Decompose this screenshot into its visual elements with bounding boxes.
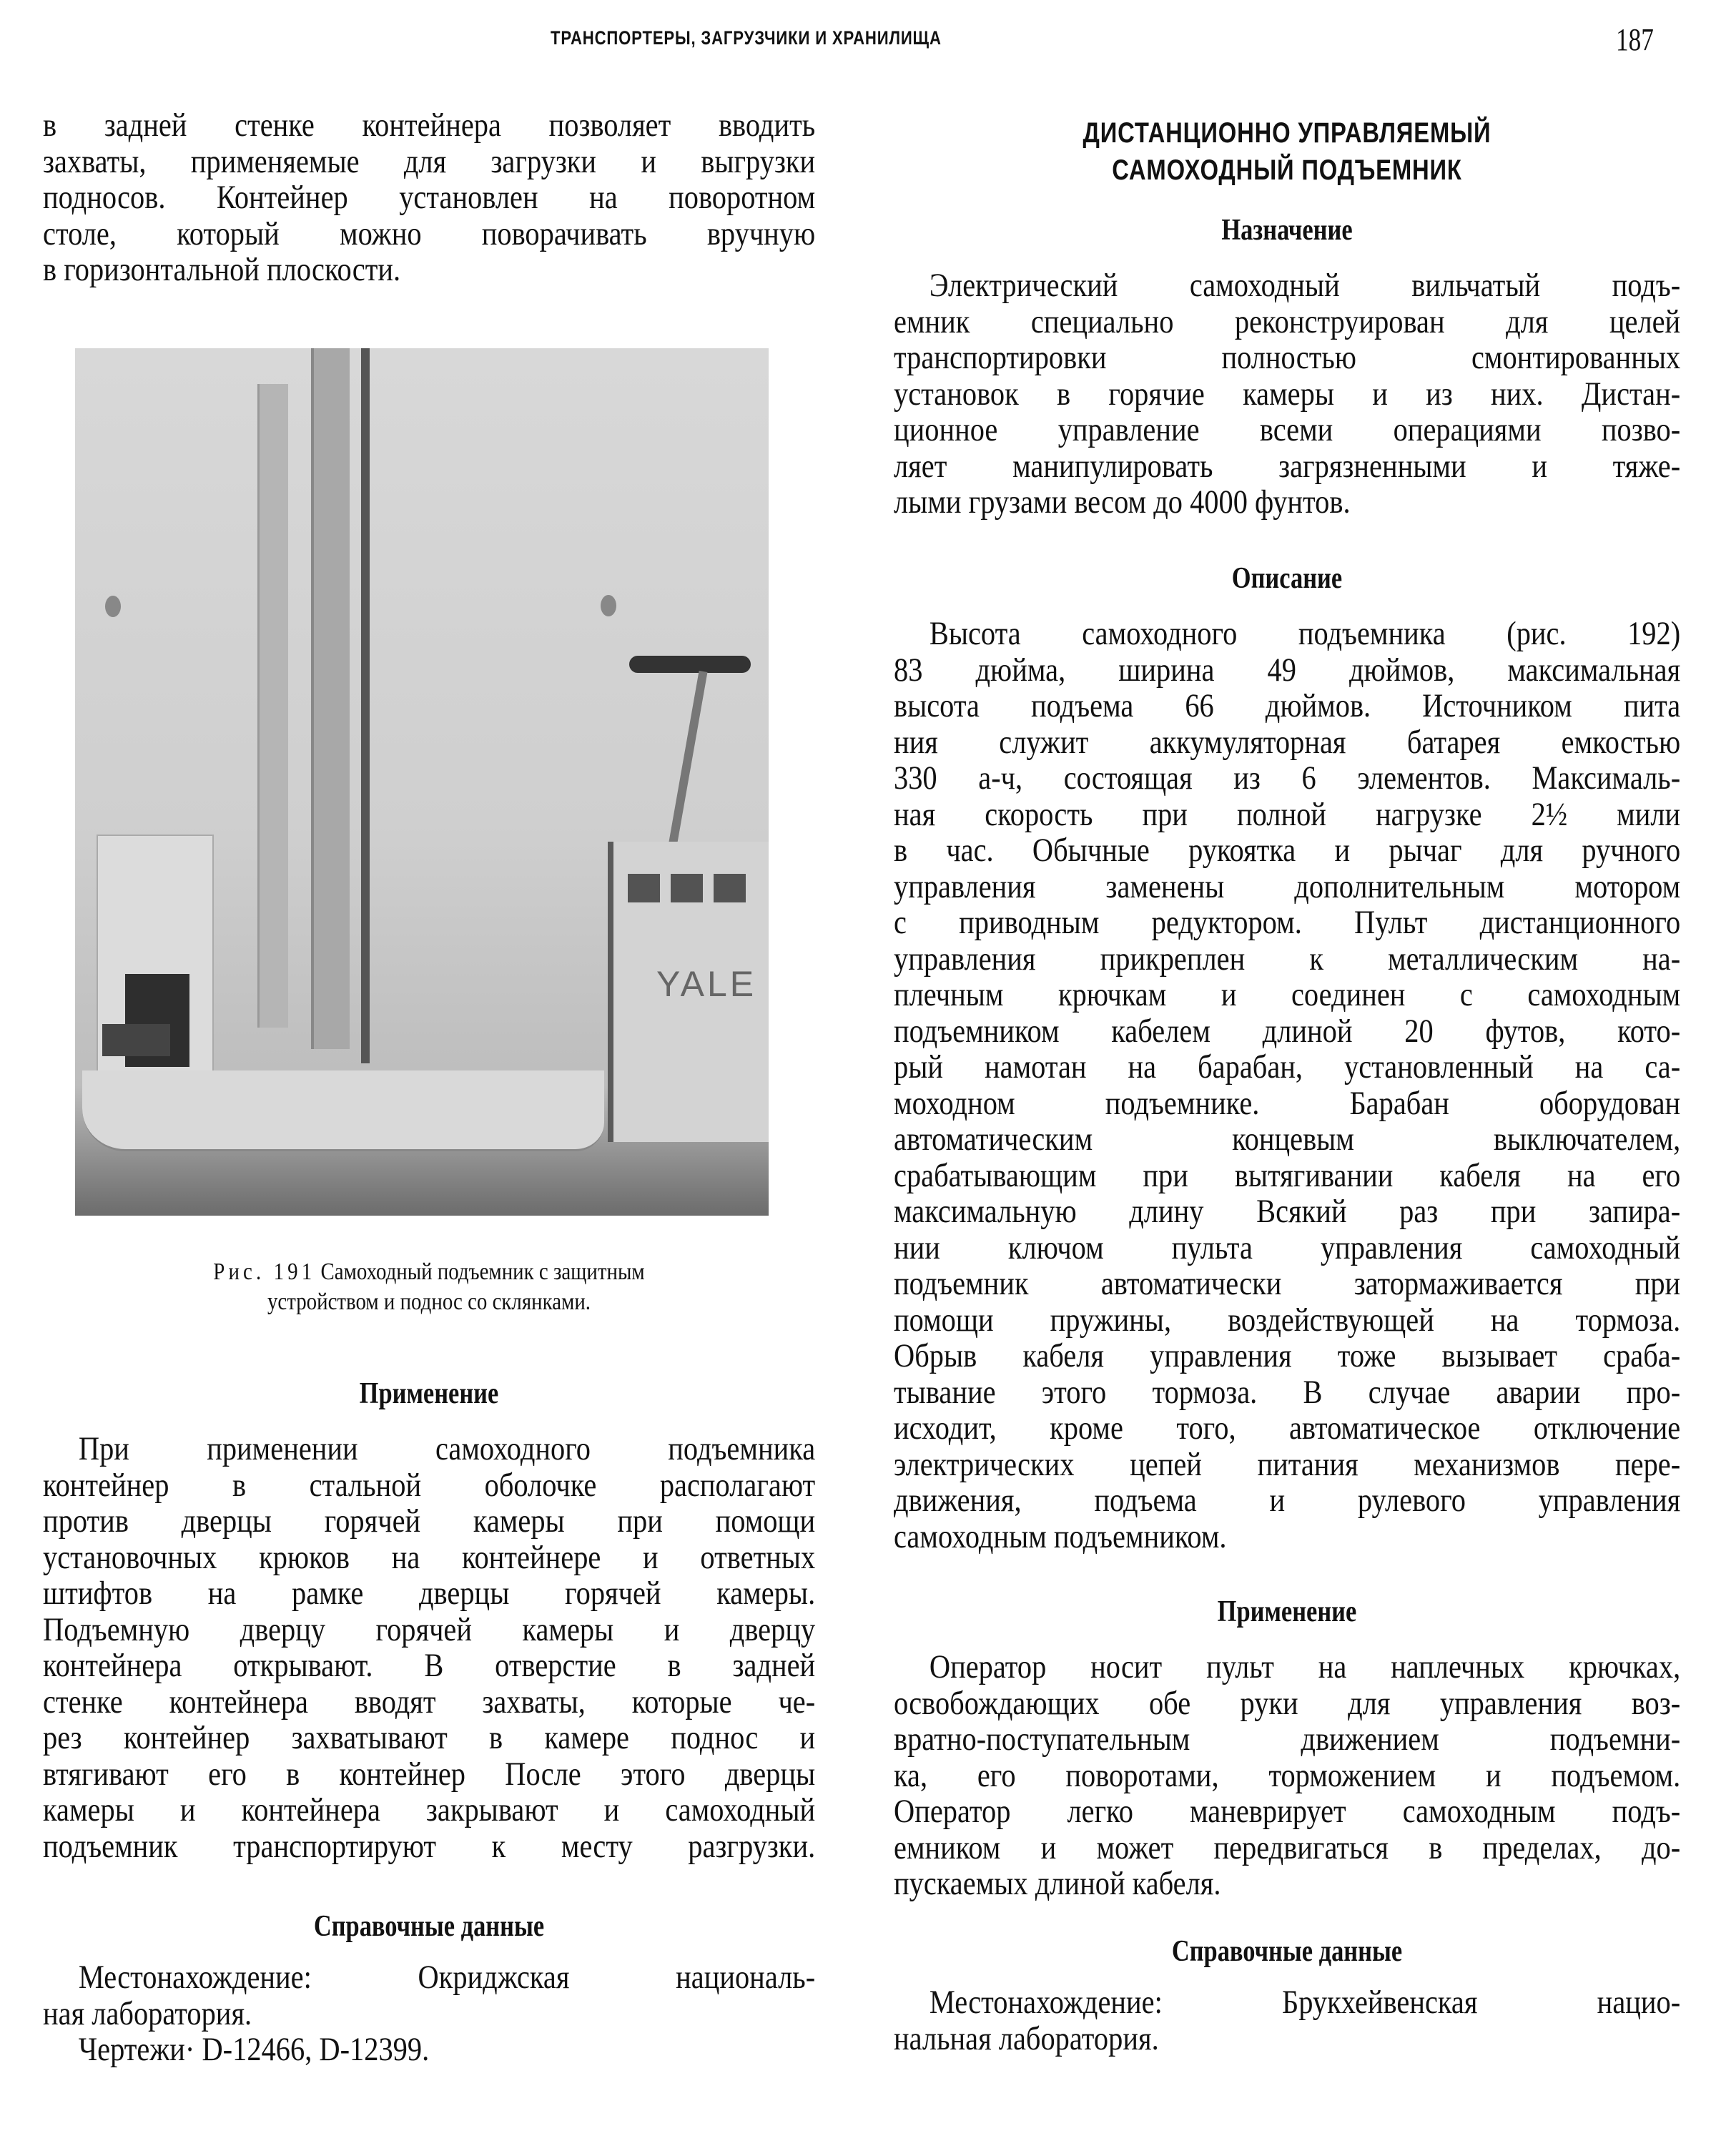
page-number: 187 xyxy=(1616,22,1654,57)
left-intro xyxy=(43,107,815,288)
right-reference-paragraph: Местонахождение: Брукхейвенская нацио- нальная лаборатория. xyxy=(894,1984,1681,2057)
control-stick xyxy=(667,671,708,855)
left-reference-paragraph: Местонахождение: Окриджская националь- ная лаборатория. Чертежи· D-12466, D-12399. xyxy=(43,1959,816,2068)
mast-rail xyxy=(257,384,288,1028)
article-title-line-1: ДИСТАНЦИОННО УПРАВЛЯЕМЫЙ xyxy=(1083,117,1491,149)
section-heading: Описание xyxy=(1231,562,1343,595)
left-application-section xyxy=(43,1377,815,1864)
figure-caption xyxy=(132,1257,727,1317)
caption-line-1: Самоходный подъемник с защитным xyxy=(320,1259,645,1285)
left-reference-section xyxy=(43,1909,815,2068)
left-application-paragraph: При применении самоходного подъемника контейнер в стальной оболочке располагают против дверцы горячей камеры при помощи установочных крюков на контейнере и ответных штифтов на рамке дверцы горячей камеры. Подъемную дверцу горячей камеры и дверцу контейнера открывают. В отверстие в задней стенке контейнера вводят захваты, которые че- рез контейнер захватывают в камере поднос и втягивают его в контейнер После этого дверцы камеры и контейнера закрывают и самоходный подъемник транспортируют к месту разгрузки. xyxy=(43,1430,816,1865)
battery-housing xyxy=(608,842,769,1142)
mast-edge xyxy=(361,348,370,1063)
description-paragraph: Высота самоходного подъемника (рис. 192) 83 дюйма, ширина 49 дюймов, максимальная высота подъема 66 дюймов. Источником пита ния служит аккумуляторная батарея емкостью 330 а-ч, состоящая из 6 элементов. Максималь- ная скорость при полной нагрузке 2½ мили в час. Обычные рукоятка и рычаг для ручного управления заменены дополнительным мотором с приводным редуктором. Пульт дистанционного управления прикреплен к металлическим на- плечным крючкам и соединен с самоходным подъемником кабелем длиной 20 футов, кото- рый намотан на барабан, установленный на са- моходном подъемнике. Барабан оборудован автоматическим концевым выключателем, срабатывающим при вытягивании кабеля на его максимальную длину Всякий раз при запира- нии ключом пульта управления самоходный подъемник автоматически затормаживается при помощи пружины, воздействующей на тормоза. Обрыв кабеля управления тоже вызывает сраба- тывание этого тормоза. В случае аварии про- исходит, кроме того, автоматическое отключение электрических цепей питания механизмов пере- движения, подъема и рулевого управления самоходным подъемником. xyxy=(894,615,1681,1555)
right-description-section xyxy=(894,561,1680,1555)
yale-label: YALE xyxy=(656,964,757,1004)
mast xyxy=(311,348,350,1049)
right-title xyxy=(894,114,1680,189)
section-heading: Справочные данные xyxy=(313,1910,545,1943)
caption-line-2: устройством и поднос со склянками. xyxy=(267,1289,591,1315)
section-heading: Назначение xyxy=(1221,214,1353,247)
running-head: ТРАНСПОРТЕРЫ, ЗАГРУЗЧИКИ И ХРАНИЛИЩА xyxy=(551,27,942,49)
wall-mark xyxy=(105,596,121,617)
right-reference-section xyxy=(894,1934,1680,2057)
purpose-paragraph: Электрический самоходный вильчатый подъ- емник специально реконструирован для целей транспортировки полностью смонтированных установок в горячие камеры и из них. Дистан- ционное управление всеми операциями позво- ляет манипулировать загрязненными и тяже- лыми грузами весом до 4000 фунтов. xyxy=(894,267,1681,521)
right-application-paragraph: Оператор носит пульт на наплечных крючках, освобождающих обе руки для управления воз- вратно-поступательным движением подъемни- ка, его поворотами, торможением и подъемом. Оператор легко маневрирует самоходным подъ- емником и может передвигаться в пределах, до- пускаемых длиной кабеля. xyxy=(894,1648,1681,1902)
left-intro-paragraph: в задней стенке контейнера позволяет вводить захваты, применяемые для загрузки и выгрузки подносов. Контейнер установлен на поворотном столе, который можно поворачивать вручную в горизонтальной плоскости. xyxy=(43,107,816,288)
section-heading: Применение xyxy=(1217,1595,1357,1628)
section-heading: Справочные данные xyxy=(1171,1935,1403,1968)
wall-mark xyxy=(601,595,616,616)
truck-base xyxy=(82,1070,604,1151)
flask-tray xyxy=(102,1024,170,1056)
control-handle xyxy=(629,656,751,673)
vent-slots xyxy=(628,874,753,902)
figure-191-photo xyxy=(75,348,769,1216)
section-heading: Применение xyxy=(359,1377,499,1410)
article-title-line-2: САМОХОДНЫЙ ПОДЪЕМНИК xyxy=(1112,154,1462,186)
right-purpose-section xyxy=(894,213,1680,521)
caption-lead: Рис. 191 xyxy=(213,1259,316,1285)
right-application-section xyxy=(894,1595,1680,1902)
